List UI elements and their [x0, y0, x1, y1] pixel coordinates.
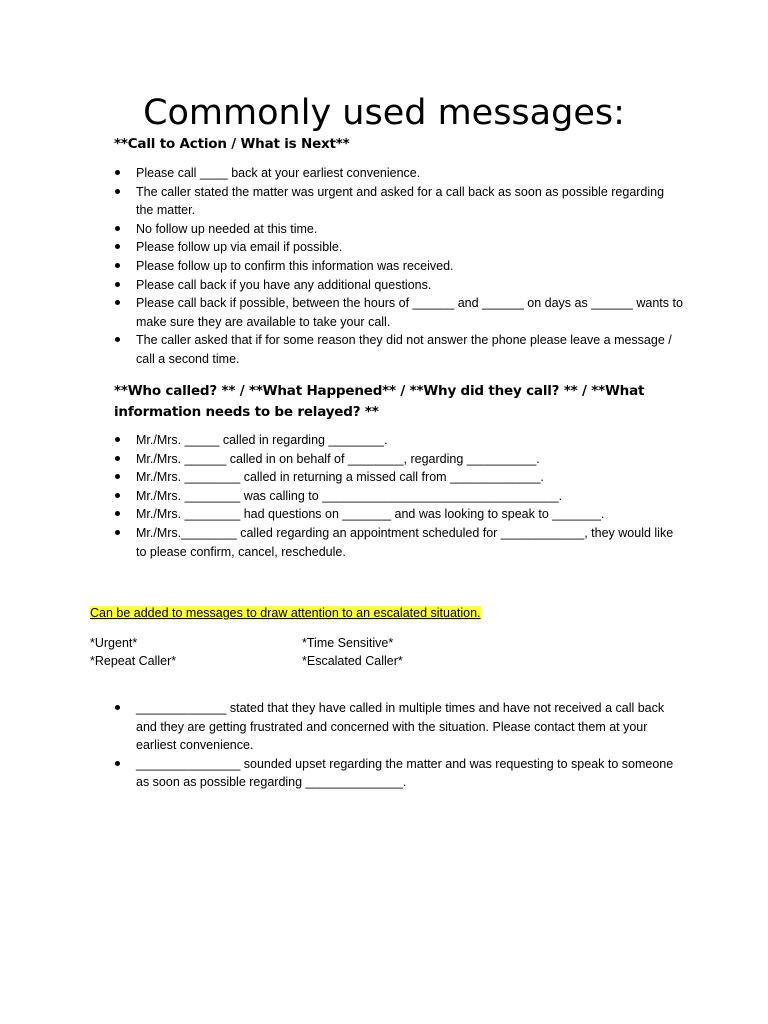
list-item: Please call back if possible, between the hours of ______ and ______ on days as ______ wants to make sure they are available to take your call. [114, 294, 684, 331]
flag-time-sensitive: *Time Sensitive* [302, 636, 394, 650]
list-item: Please call ____ back at your earliest convenience. [114, 164, 684, 183]
flag-urgent: *Urgent* [90, 636, 138, 650]
call-to-action-list [114, 164, 684, 369]
escalation-note-text: Can be added to messages to draw attention to an escalated situation. [90, 606, 481, 620]
list-item: The caller asked that if for some reason they did not answer the phone please leave a message / call a second time. [114, 331, 684, 368]
flag-repeat-caller: *Repeat Caller* [90, 654, 177, 669]
who-called-list [114, 431, 684, 561]
list-item: Please follow up to confirm this information was received. [114, 257, 684, 276]
list-item: Mr./Mrs. ________ was calling to __________________________________. [114, 487, 684, 506]
list-item: Mr./Mrs. ________ had questions on _______ and was looking to speak to _______. [114, 505, 684, 524]
list-item: Mr./Mrs.________ called regarding an appointment scheduled for ____________, they would like to please confirm, cancel, reschedule. [114, 524, 684, 561]
call-to-action-heading: **Call to Action / What is Next** [114, 136, 350, 152]
list-item: No follow up needed at this time. [114, 220, 684, 239]
escalation-flags [90, 634, 510, 671]
list-item: Please call back if you have any additional questions. [114, 276, 684, 295]
escalation-note [90, 604, 481, 622]
list-item: _____________ stated that they have called in multiple times and have not received a call back and they are getting frustrated and concerned with the situation. Please contact them at your earliest convenience. [114, 699, 684, 755]
who-called-heading: **Who called? ** / **What Happened** / **Why did they call? ** / **What information needs to be relayed? ** [114, 383, 645, 420]
list-item: The caller stated the matter was urgent and asked for a call back as soon as possible regarding the matter. [114, 183, 684, 220]
list-item: Mr./Mrs. _____ called in regarding ________. [114, 431, 684, 450]
page-title: Commonly used messages: [143, 93, 625, 133]
list-item: Mr./Mrs. ________ called in returning a missed call from _____________. [114, 468, 684, 487]
escalation-list [114, 699, 684, 792]
list-item: _______________ sounded upset regarding the matter and was requesting to speak to someone as soon as possible regarding ______________. [114, 755, 684, 792]
list-item: Please follow up via email if possible. [114, 238, 684, 257]
list-item: Mr./Mrs. ______ called in on behalf of ________, regarding __________. [114, 450, 684, 469]
flag-escalated-caller: *Escalated Caller* [302, 654, 403, 669]
